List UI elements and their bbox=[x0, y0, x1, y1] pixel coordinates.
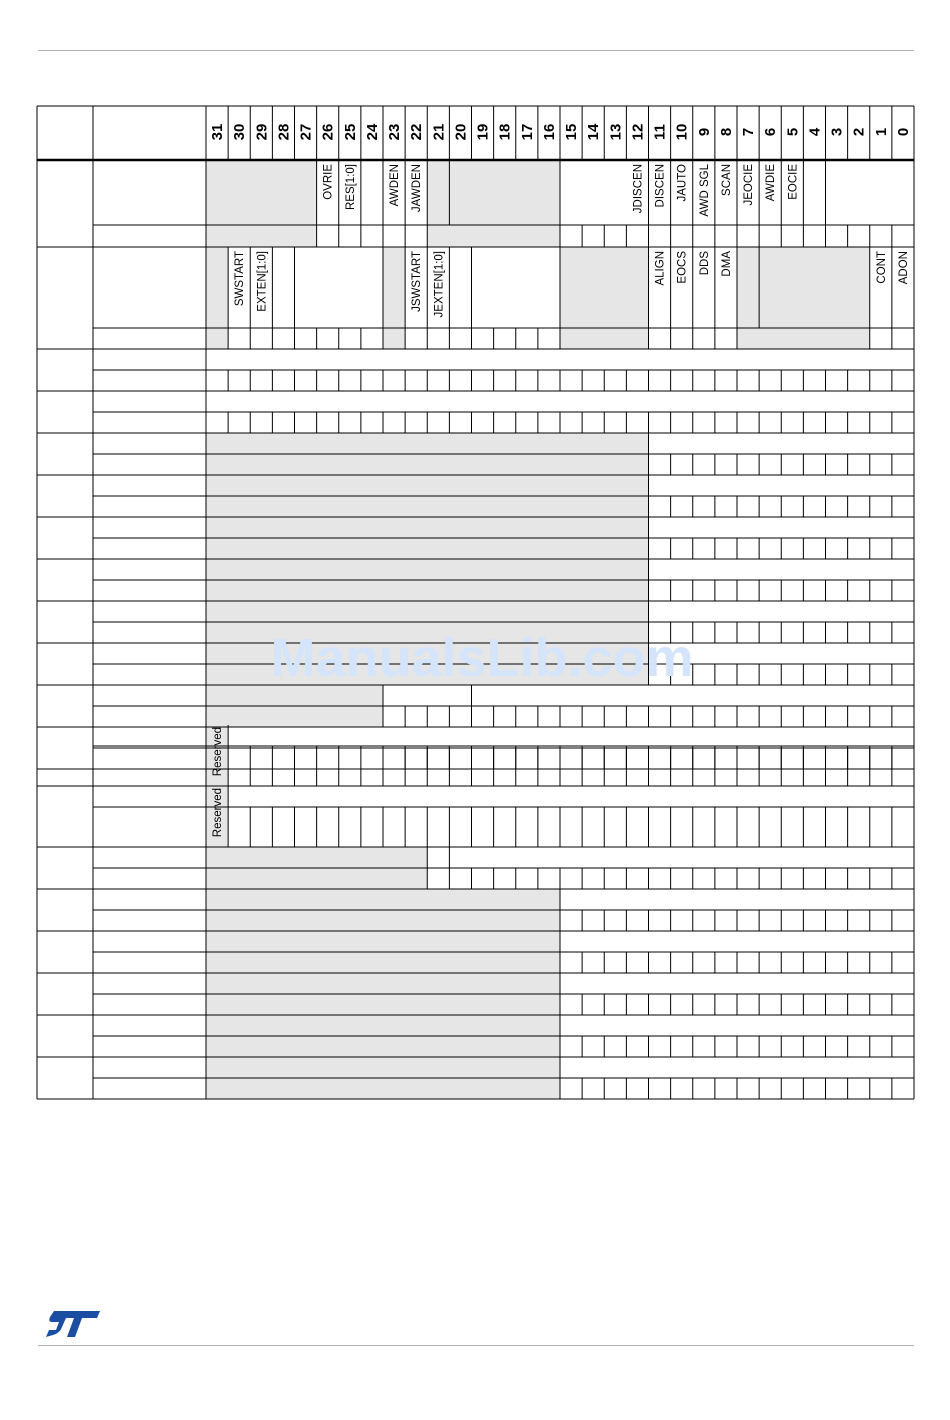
bit-number: 31 bbox=[209, 123, 227, 141]
field-label: JAUTO bbox=[676, 164, 689, 202]
bit-number: 15 bbox=[563, 123, 581, 141]
field-label: CONT bbox=[875, 251, 888, 284]
reserved-area bbox=[206, 160, 317, 247]
bit-number: 6 bbox=[762, 127, 780, 137]
bit-number: 2 bbox=[850, 127, 868, 137]
bit-number: 12 bbox=[629, 123, 647, 141]
bit-number: 0 bbox=[894, 127, 912, 137]
field-label: DISCEN bbox=[654, 164, 667, 208]
field-label: JEOCIE bbox=[743, 164, 756, 206]
bit-number: 4 bbox=[806, 127, 824, 137]
field-label: Reserved bbox=[212, 788, 225, 838]
bit-number: 3 bbox=[828, 127, 846, 137]
field-label: AWDIE bbox=[765, 164, 778, 202]
bit-number: 9 bbox=[695, 127, 713, 137]
field-label: SWSTART bbox=[234, 251, 247, 307]
bit-number: 21 bbox=[430, 123, 448, 141]
field-label: EOCS bbox=[676, 251, 689, 284]
field-label: JAWDEN bbox=[411, 164, 424, 213]
bit-number: 1 bbox=[872, 127, 890, 137]
reserved-area bbox=[737, 247, 870, 349]
bit-number: 17 bbox=[518, 123, 536, 141]
bit-number: 22 bbox=[408, 123, 426, 141]
st-logo-s-shape bbox=[46, 1311, 100, 1337]
field-label: JDISCEN bbox=[632, 164, 645, 214]
bit-number: 7 bbox=[740, 127, 758, 137]
bit-number: 29 bbox=[253, 123, 271, 141]
bit-number: 16 bbox=[540, 123, 558, 141]
bit-number: 30 bbox=[231, 123, 249, 141]
reserved-area bbox=[427, 160, 560, 247]
bit-number: 18 bbox=[496, 123, 514, 141]
field-label: DMA bbox=[720, 251, 733, 277]
bit-number: 20 bbox=[452, 123, 470, 141]
field-label: AWDEN bbox=[389, 164, 402, 207]
footer-rule bbox=[38, 1345, 914, 1346]
bit-number: 27 bbox=[297, 123, 315, 141]
field-label: SCAN bbox=[720, 164, 733, 196]
reserved-area bbox=[206, 247, 228, 349]
reserved-area bbox=[383, 247, 405, 349]
field-label: JEXTEN[1:0] bbox=[433, 251, 446, 318]
bit-number: 10 bbox=[673, 123, 691, 141]
field-label: JSWSTART bbox=[411, 251, 424, 312]
field-label: RES[1:0] bbox=[344, 164, 357, 211]
field-label: EXTEN[1:0] bbox=[256, 251, 269, 312]
field-label: OVRIE bbox=[322, 164, 335, 200]
st-logo bbox=[44, 1309, 102, 1339]
bit-number: 25 bbox=[341, 123, 359, 141]
field-label: ADON bbox=[897, 251, 910, 285]
bit-number: 28 bbox=[275, 123, 293, 141]
field-label: ALIGN bbox=[654, 251, 667, 286]
reserved-area bbox=[560, 247, 649, 349]
bit-number: 24 bbox=[363, 123, 381, 141]
bit-number: 11 bbox=[651, 124, 669, 140]
bit-number: 5 bbox=[784, 127, 802, 137]
bit-number: 13 bbox=[607, 123, 625, 141]
bit-number: 8 bbox=[717, 127, 735, 137]
bit-number: 26 bbox=[319, 123, 337, 141]
field-label: Reserved bbox=[212, 727, 225, 777]
field-label: AWD SGL bbox=[698, 164, 711, 217]
bit-number: 23 bbox=[386, 123, 404, 141]
bit-number: 19 bbox=[474, 123, 492, 141]
watermark-text: ManualsLib.com bbox=[270, 628, 694, 688]
bit-number: 14 bbox=[585, 123, 603, 141]
field-label: EOCIE bbox=[787, 164, 800, 200]
field-label: DDS bbox=[698, 251, 711, 276]
